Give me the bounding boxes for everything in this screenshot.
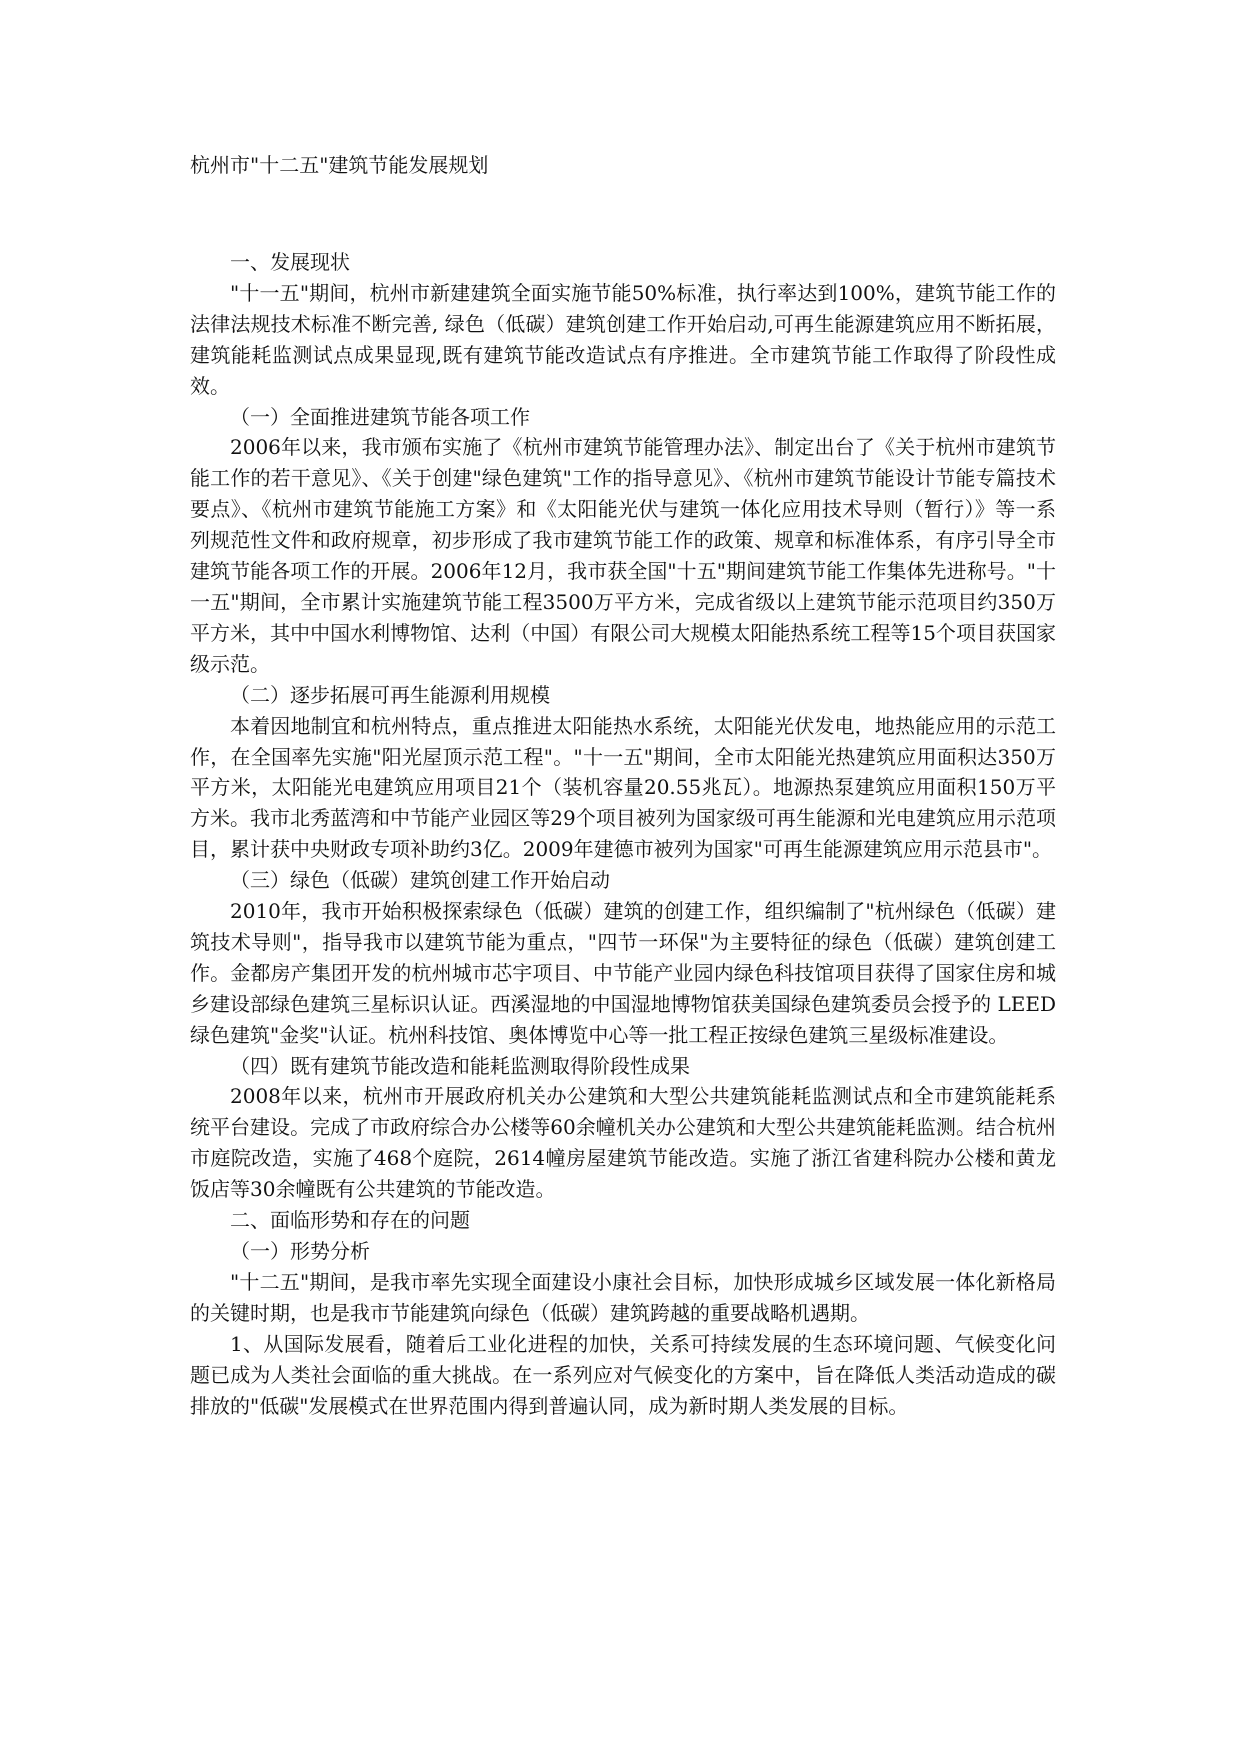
paragraph: 2008年以来，杭州市开展政府机关办公建筑和大型公共建筑能耗监测试点和全市建筑能耗系统平台建设。完成了市政府综合办公楼等60余幢机关办公建筑和大型公共建筑能耗监测。结合杭州市庭院改造，实施了468个庭院，2614幢房屋建筑节能改造。实施了浙江省建科院办公楼和黄龙饭店等30余幢既有公共建筑的节能改造。: [190, 1084, 1056, 1202]
subsection-heading: （一）全面推进建筑节能各项工作: [230, 404, 530, 429]
section-heading: 一、发展现状: [230, 250, 350, 274]
document-title: 杭州市"十二五"建筑节能发展规划: [190, 153, 489, 177]
paragraph: "十二五"期间，是我市率先实现全面建设小康社会目标，加快形成城乡区域发展一体化新格局的关键时期，也是我市节能建筑向绿色（低碳）建筑跨越的重要战略机遇期。: [190, 1269, 1056, 1325]
document-body: [190, 247, 1056, 1421]
subsection-heading: （一）形势分析: [230, 1239, 370, 1263]
paragraph: 2010年，我市开始积极探索绿色（低碳）建筑的创建工作，组织编制了"杭州绿色（低碳）建筑技术导则"，指导我市以建筑节能为重点，"四节一环保"为主要特征的绿色（低碳）建筑创建工作。金都房产集团开发的杭州城市芯宇项目、中节能产业园内绿色科技馆项目获得了国家住房和城乡建设部绿色建筑三星标识认证。西溪湿地的中国湿地博物馆获美国绿色建筑委员会授予的 LEED 绿色建筑"金奖"认证。杭州科技馆、奥体博览中心等一批工程正按绿色建筑三星级标准建设。: [190, 899, 1056, 1047]
subsection-heading: （三）绿色（低碳）建筑创建工作开始启动: [230, 868, 610, 893]
paragraph: 本着因地制宜和杭州特点，重点推进太阳能热水系统，太阳能光伏发电，地热能应用的示范工作，在全国率先实施"阳光屋顶示范工程"。"十一五"期间，全市太阳能光热建筑应用面积达350万平方米，太阳能光电建筑应用项目21个（装机容量20.55兆瓦）。地源热泵建筑应用面积150万平方米。我市北秀蓝湾和中节能产业园区等29个项目被列为国家级可再生能源和光电建筑应用示范项目，累计获中央财政专项补助约3亿。2009年建德市被列为国家"可再生能源建筑应用示范县市"。: [190, 713, 1056, 862]
paragraph: "十一五"期间，杭州市新建建筑全面实施节能50%标准，执行率达到100%，建筑节能工作的法律法规技术标准不断完善, 绿色（低碳）建筑创建工作开始启动,可再生能源建筑应用不断拓展，建筑能耗监测试点成果显现,既有建筑节能改造试点有序推进。全市建筑节能工作取得了阶段性成效。: [190, 280, 1056, 398]
paragraph: 1、从国际发展看，随着后工业化进程的加快，关系可持续发展的生态环境问题、气候变化问题已成为人类社会面临的重大挑战。在一系列应对气候变化的方案中，旨在降低人类活动造成的碳排放的"低碳"发展模式在世界范围内得到普遍认同，成为新时期人类发展的目标。: [190, 1331, 1056, 1418]
section-heading: 二、面临形势和存在的问题: [230, 1208, 470, 1233]
subsection-heading: （四）既有建筑节能改造和能耗监测取得阶段性成果: [230, 1053, 690, 1078]
paragraph: 2006年以来，我市颁布实施了《杭州市建筑节能管理办法》、制定出台了《关于杭州市建筑节能工作的若干意见》、《关于创建"绿色建筑"工作的指导意见》、《杭州市建筑节能设计节能专篇技术要点》、《杭州市建筑节能施工方案》和《太阳能光伏与建筑一体化应用技术导则（暂行）》等一系列规范性文件和政府规章，初步形成了我市建筑节能工作的政策、规章和标准体系，有序引导全市建筑节能各项工作的开展。2006年12月，我市获全国"十五"期间建筑节能工作集体先进称号。"十一五"期间，全市累计实施建筑节能工程3500万平方米，完成省级以上建筑节能示范项目约350万平方米，其中中国水利博物馆、达利（中国）有限公司大规模太阳能热系统工程等15个项目获国家级示范。: [190, 435, 1056, 676]
subsection-heading: （二）逐步拓展可再生能源利用规模: [230, 682, 550, 707]
